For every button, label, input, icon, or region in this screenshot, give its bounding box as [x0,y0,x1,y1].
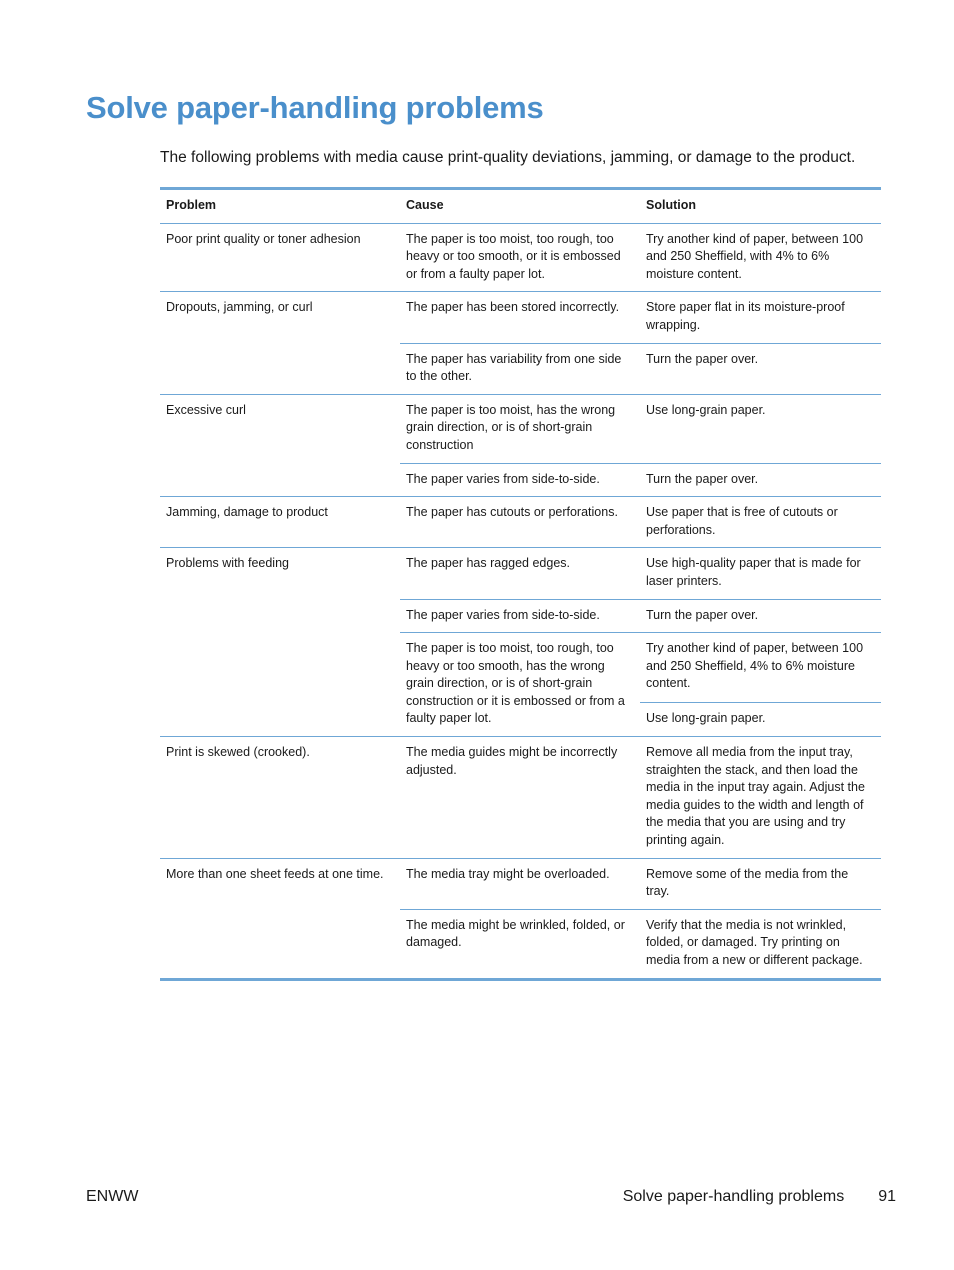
solution-cell: Turn the paper over. [640,599,881,633]
problem-cell: Jamming, damage to product [160,497,400,548]
page-title: Solve paper-handling problems [86,90,544,125]
intro-paragraph: The following problems with media cause print-quality deviations, jamming, or damage to the product. [160,149,856,166]
table-row [160,548,881,599]
problem-cell: Excessive curl [160,394,400,496]
footer-label: ENWW [86,1188,139,1205]
problem-cell: More than one sheet feeds at one time. [160,858,400,977]
page-number: 91 [878,1188,896,1205]
cause-cell: The paper has ragged edges. [400,548,640,599]
cause-cell: The paper is too moist, has the wrong grain direction, or is of short-grain construction [400,394,640,463]
solution-cell: Remove some of the media from the tray. [640,858,881,909]
cause-cell: The paper varies from side-to-side. [400,599,640,633]
solution-cell: Remove all media from the input tray, straighten the stack, and then load the media in the input tray again. Adjust the media guides to the width and length of the media that you are using and try printing again. [640,737,881,859]
cause-cell: The paper is too moist, too rough, too heavy or too smooth, or it is embossed or from a faulty paper lot. [406,231,621,281]
footer-section [623,1188,896,1206]
solution-cell: Turn the paper over. [640,463,881,497]
cause-cell: The paper has variability from one side to the other. [400,343,640,394]
solution-cell: Turn the paper over. [640,343,881,394]
cause-cell: The paper varies from side-to-side. [400,463,640,497]
solution-cell: Try another kind of paper, between 100 and 250 Sheffield, with 4% to 6% moisture content. [646,231,864,281]
cause-cell: The paper is too moist, too rough, too heavy or too smooth, has the wrong grain direction, or is of short-grain construction or it is embossed or from a faulty paper lot. [400,633,640,737]
solution-cell: Use long-grain paper. [640,702,881,736]
table-row [160,858,881,909]
table-body [160,223,881,978]
cause-cell: The media might be wrinkled, folded, or damaged. [400,909,640,977]
solution-cell: Try another kind of paper, between 100 and 250 Sheffield, 4% to 6% moisture content. [640,633,881,703]
table-row [160,737,881,859]
solution-cell: Use paper that is free of cutouts or perforations. [640,497,881,548]
problems-table [160,190,881,978]
problem-cell: Dropouts, jamming, or curl [160,292,400,394]
solution-cell: Use high-quality paper that is made for laser printers. [640,548,881,599]
solution-cell: Use long-grain paper. [640,394,881,463]
header-cause: Cause [400,190,640,223]
table-row [160,497,881,548]
cause-cell: The media tray might be overloaded. [400,858,640,909]
problem-cell: Poor print quality or toner adhesion [166,231,361,246]
cause-cell: The media guides might be incorrectly adjusted. [400,737,640,859]
cause-cell: The paper has been stored incorrectly. [400,292,640,343]
header-solution: Solution [640,190,881,223]
table-row [160,223,881,292]
problem-cell: Problems with feeding [160,548,400,737]
table-header-row [160,190,881,223]
problem-cell: Print is skewed (crooked). [160,737,400,859]
solution-cell: Store paper flat in its moisture-proof wrapping. [640,292,881,343]
table-row [160,292,881,343]
footer-section-title: Solve paper-handling problems [622,1188,845,1205]
header-problem: Problem [160,190,400,223]
solution-cell: Verify that the media is not wrinkled, folded, or damaged. Try printing on media from a new or different package. [640,909,881,977]
table-row [160,394,881,463]
problems-table-container [160,187,881,981]
cause-cell: The paper has cutouts or perforations. [400,497,640,548]
